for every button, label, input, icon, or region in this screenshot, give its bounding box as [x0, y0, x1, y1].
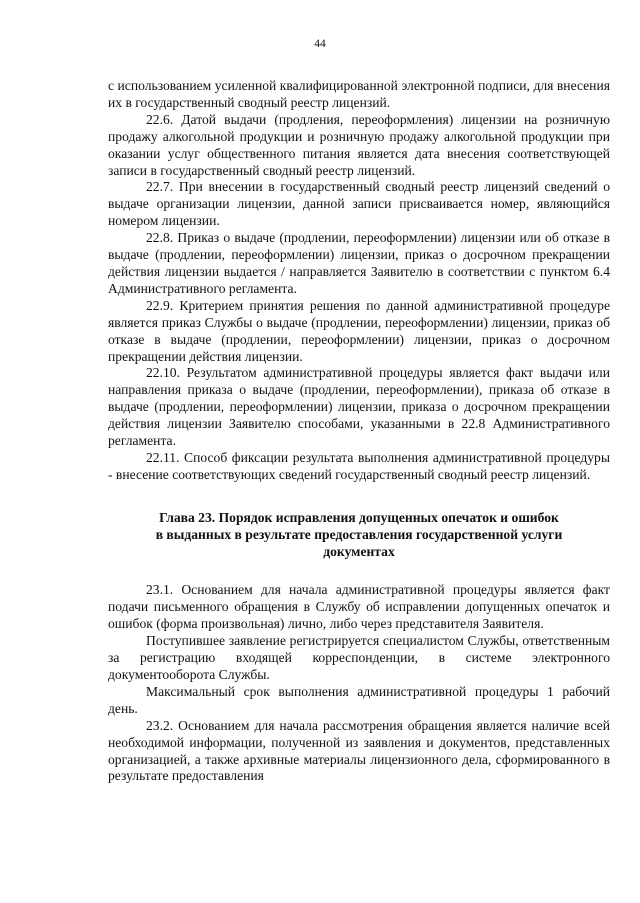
chapter-heading-line: Глава 23. Порядок исправления допущенных опечаток и ошибок	[159, 509, 559, 525]
section-22-paragraphs	[108, 78, 610, 484]
paragraph: 22.10. Результатом административной процедуры является факт выдачи или направления приказа о выдаче (продлении, переоформлении), приказа об отказе в выдаче (продлении, переоформлении) лицензии, приказа о досрочном прекращении действия лицензии Заявителю способами, указанными в 22.8 Административного регламента.	[108, 365, 610, 449]
paragraph: 22.11. Способ фиксации результата выполнения административной процедуры - внесение соответствующих сведений государственный сводный реестр лицензий.	[108, 449, 610, 482]
paragraph: 22.7. При внесении в государственный сводный реестр лицензий сведений о выдаче организации лицензии, данной записи присваивается номер, являющийся номером лицензии.	[108, 179, 610, 229]
chapter-heading-line: документах	[323, 543, 395, 559]
chapter-heading-line: в выданных в результате предоставления государственной услуги	[155, 526, 563, 542]
paragraph: Поступившее заявление регистрируется специалистом Службы, ответственным за регистрацию входящей корреспонденции, в системе электронного документооборота Службы.	[108, 633, 610, 682]
document-body	[108, 78, 610, 785]
paragraph: 23.1. Основанием для начала административной процедуры является факт подачи письменного обращения в Службу об исправлении допущенных опечаток и ошибок (форма произвольная) лично, либо через представителя Заявителя.	[108, 582, 610, 632]
paragraph: 23.2. Основанием для начала рассмотрения обращения является наличие всей необходимой информации, полученной из заявления и документов, представленных организацией, а также архивные материалы лицензионного дела, сформированного в результате предоставления	[108, 717, 610, 784]
section-23-paragraphs	[108, 582, 610, 785]
page-number: 44	[314, 38, 326, 50]
paragraph: Максимальный срок выполнения административной процедуры 1 рабочий день.	[108, 683, 610, 716]
chapter-heading	[108, 510, 610, 561]
paragraph: 22.6. Датой выдачи (продления, переоформления) лицензии на розничную продажу алкогольной продукции и розничную продажу алкогольной продукции при оказании услуг общественного питания является дата внесения соответствующей записи в государственный сводный реестр лицензий.	[108, 111, 610, 178]
paragraph: 22.9. Критерием принятия решения по данной административной процедуре является приказ Службы о выдаче (продлении, переоформлении) лицензии, приказ об отказе в выдаче (продлении, переоформлении) лицензии, приказ о досрочном прекращении действия лицензии.	[108, 297, 610, 364]
paragraph: 22.8. Приказ о выдаче (продлении, переоформлении) лицензии или об отказе в выдаче (продлении, переоформлении) лицензии, приказ о досрочном прекращении действия лицензии выдается / направляется Заявителю в соответствии с пунктом 6.4 Административного регламента.	[108, 230, 610, 296]
paragraph: с использованием усиленной квалифицированной электронной подписи, для внесения их в государственный сводный реестр лицензий.	[108, 78, 610, 110]
